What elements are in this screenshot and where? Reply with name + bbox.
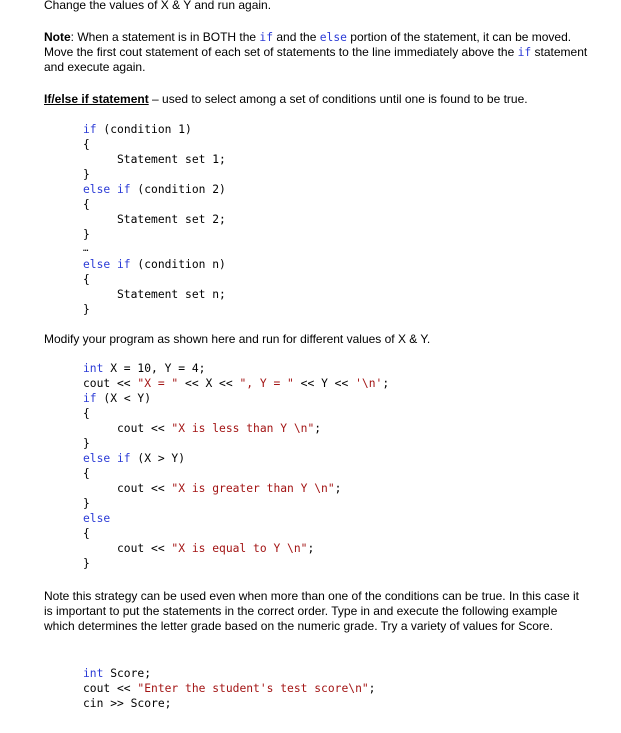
code-line: }	[83, 303, 90, 316]
code-line: }	[83, 497, 90, 510]
strategy-note: Note this strategy can be used even when more than one of the conditions can be true. In this case it is important to put the statements in the correct order. Type in and execute the following example which determines the letter grade based on the numeric grade. Try a variety of values for Score.	[44, 589, 579, 633]
code-line: {	[83, 273, 90, 286]
code-line: {	[83, 138, 90, 151]
ifelse-desc: – used to select among a set of conditions until one is found to be true.	[148, 92, 528, 106]
code-line: Statement set 1;	[83, 153, 226, 166]
ifelse-term: If/else if statement	[44, 92, 149, 106]
note-kw-if: if	[259, 31, 274, 44]
code-line: Statement set 2;	[83, 213, 226, 226]
code-ellipsis: …	[83, 244, 89, 254]
code-line	[83, 666, 151, 681]
code-text: X = 10, Y = 4;	[103, 362, 206, 375]
code-line	[83, 541, 314, 556]
code-text: cout <<	[83, 377, 138, 390]
code-keyword: else	[83, 512, 111, 525]
note-text-4: statement and execute again.	[44, 45, 588, 74]
code-text: (X > Y)	[130, 452, 186, 465]
code-line: {	[83, 467, 90, 480]
code-text: << Y <<	[293, 377, 356, 390]
code-keyword: int	[83, 667, 104, 680]
code-text: Score;	[103, 667, 152, 680]
code-text: ;	[382, 377, 390, 390]
code-text: cout <<	[83, 422, 172, 435]
code-text: ;	[334, 482, 342, 495]
code-text: cout <<	[83, 682, 138, 695]
code-string: "Enter the student's test score\n"	[137, 682, 369, 695]
note-kw-else: else	[319, 31, 347, 44]
code-line	[83, 257, 226, 272]
code-keyword: else if	[83, 452, 131, 465]
code-line: }	[83, 557, 90, 570]
note-text-3: portion of the statement, it can be moved. Move the first cout statement of each set of statements to the line immediately above the	[44, 30, 572, 59]
code-text: ;	[307, 542, 315, 555]
code-text: (condition 2)	[130, 183, 226, 196]
code-line	[83, 481, 341, 496]
code-line	[83, 511, 110, 526]
code-text: (condition n)	[130, 258, 226, 271]
code-keyword: int	[83, 362, 104, 375]
code-line	[83, 361, 205, 376]
code-keyword: else if	[83, 183, 131, 196]
code-line: {	[83, 198, 90, 211]
code-text: << X <<	[178, 377, 240, 390]
code-line	[83, 182, 226, 197]
code-string: '\n'	[355, 377, 383, 390]
code-keyword: if	[83, 123, 97, 136]
code-line	[83, 451, 185, 466]
code-line	[83, 421, 321, 436]
code-string: "X is greater than Y \n"	[171, 482, 335, 495]
code-line	[83, 391, 151, 406]
note-text-1: : When a statement is in BOTH the	[70, 30, 260, 44]
code-line	[83, 122, 192, 137]
code-text: (condition 1)	[96, 123, 192, 136]
code-keyword: else if	[83, 258, 131, 271]
code-text: ;	[314, 422, 322, 435]
code-line: }	[83, 437, 90, 450]
code-line: cin >> Score;	[83, 697, 172, 710]
code-line: Statement set n;	[83, 288, 226, 301]
note-label: Note	[44, 30, 71, 44]
note-paragraph	[44, 30, 589, 75]
modify-line: Modify your program as shown here and run for different values of X & Y.	[44, 332, 431, 346]
code-string: "X is less than Y \n"	[171, 422, 315, 435]
code-line	[83, 681, 375, 696]
code-text: cout <<	[83, 542, 172, 555]
code-line: }	[83, 228, 90, 241]
code-string: "X is equal to Y \n"	[171, 542, 308, 555]
code-text: cout <<	[83, 482, 172, 495]
code-string: "X = "	[137, 377, 179, 390]
intro-line: Change the values of X & Y and run again.	[44, 0, 272, 12]
code-keyword: if	[83, 392, 97, 405]
note-text-2: and the	[273, 30, 320, 44]
code-line: {	[83, 527, 90, 540]
ifelse-heading	[44, 92, 528, 107]
code-line: }	[83, 168, 90, 181]
code-text: ;	[368, 682, 376, 695]
code-text: (X < Y)	[96, 392, 152, 405]
code-line	[83, 376, 389, 391]
code-string: ", Y = "	[239, 377, 294, 390]
note-kw-if-2: if	[517, 46, 532, 59]
code-line: {	[83, 407, 90, 420]
